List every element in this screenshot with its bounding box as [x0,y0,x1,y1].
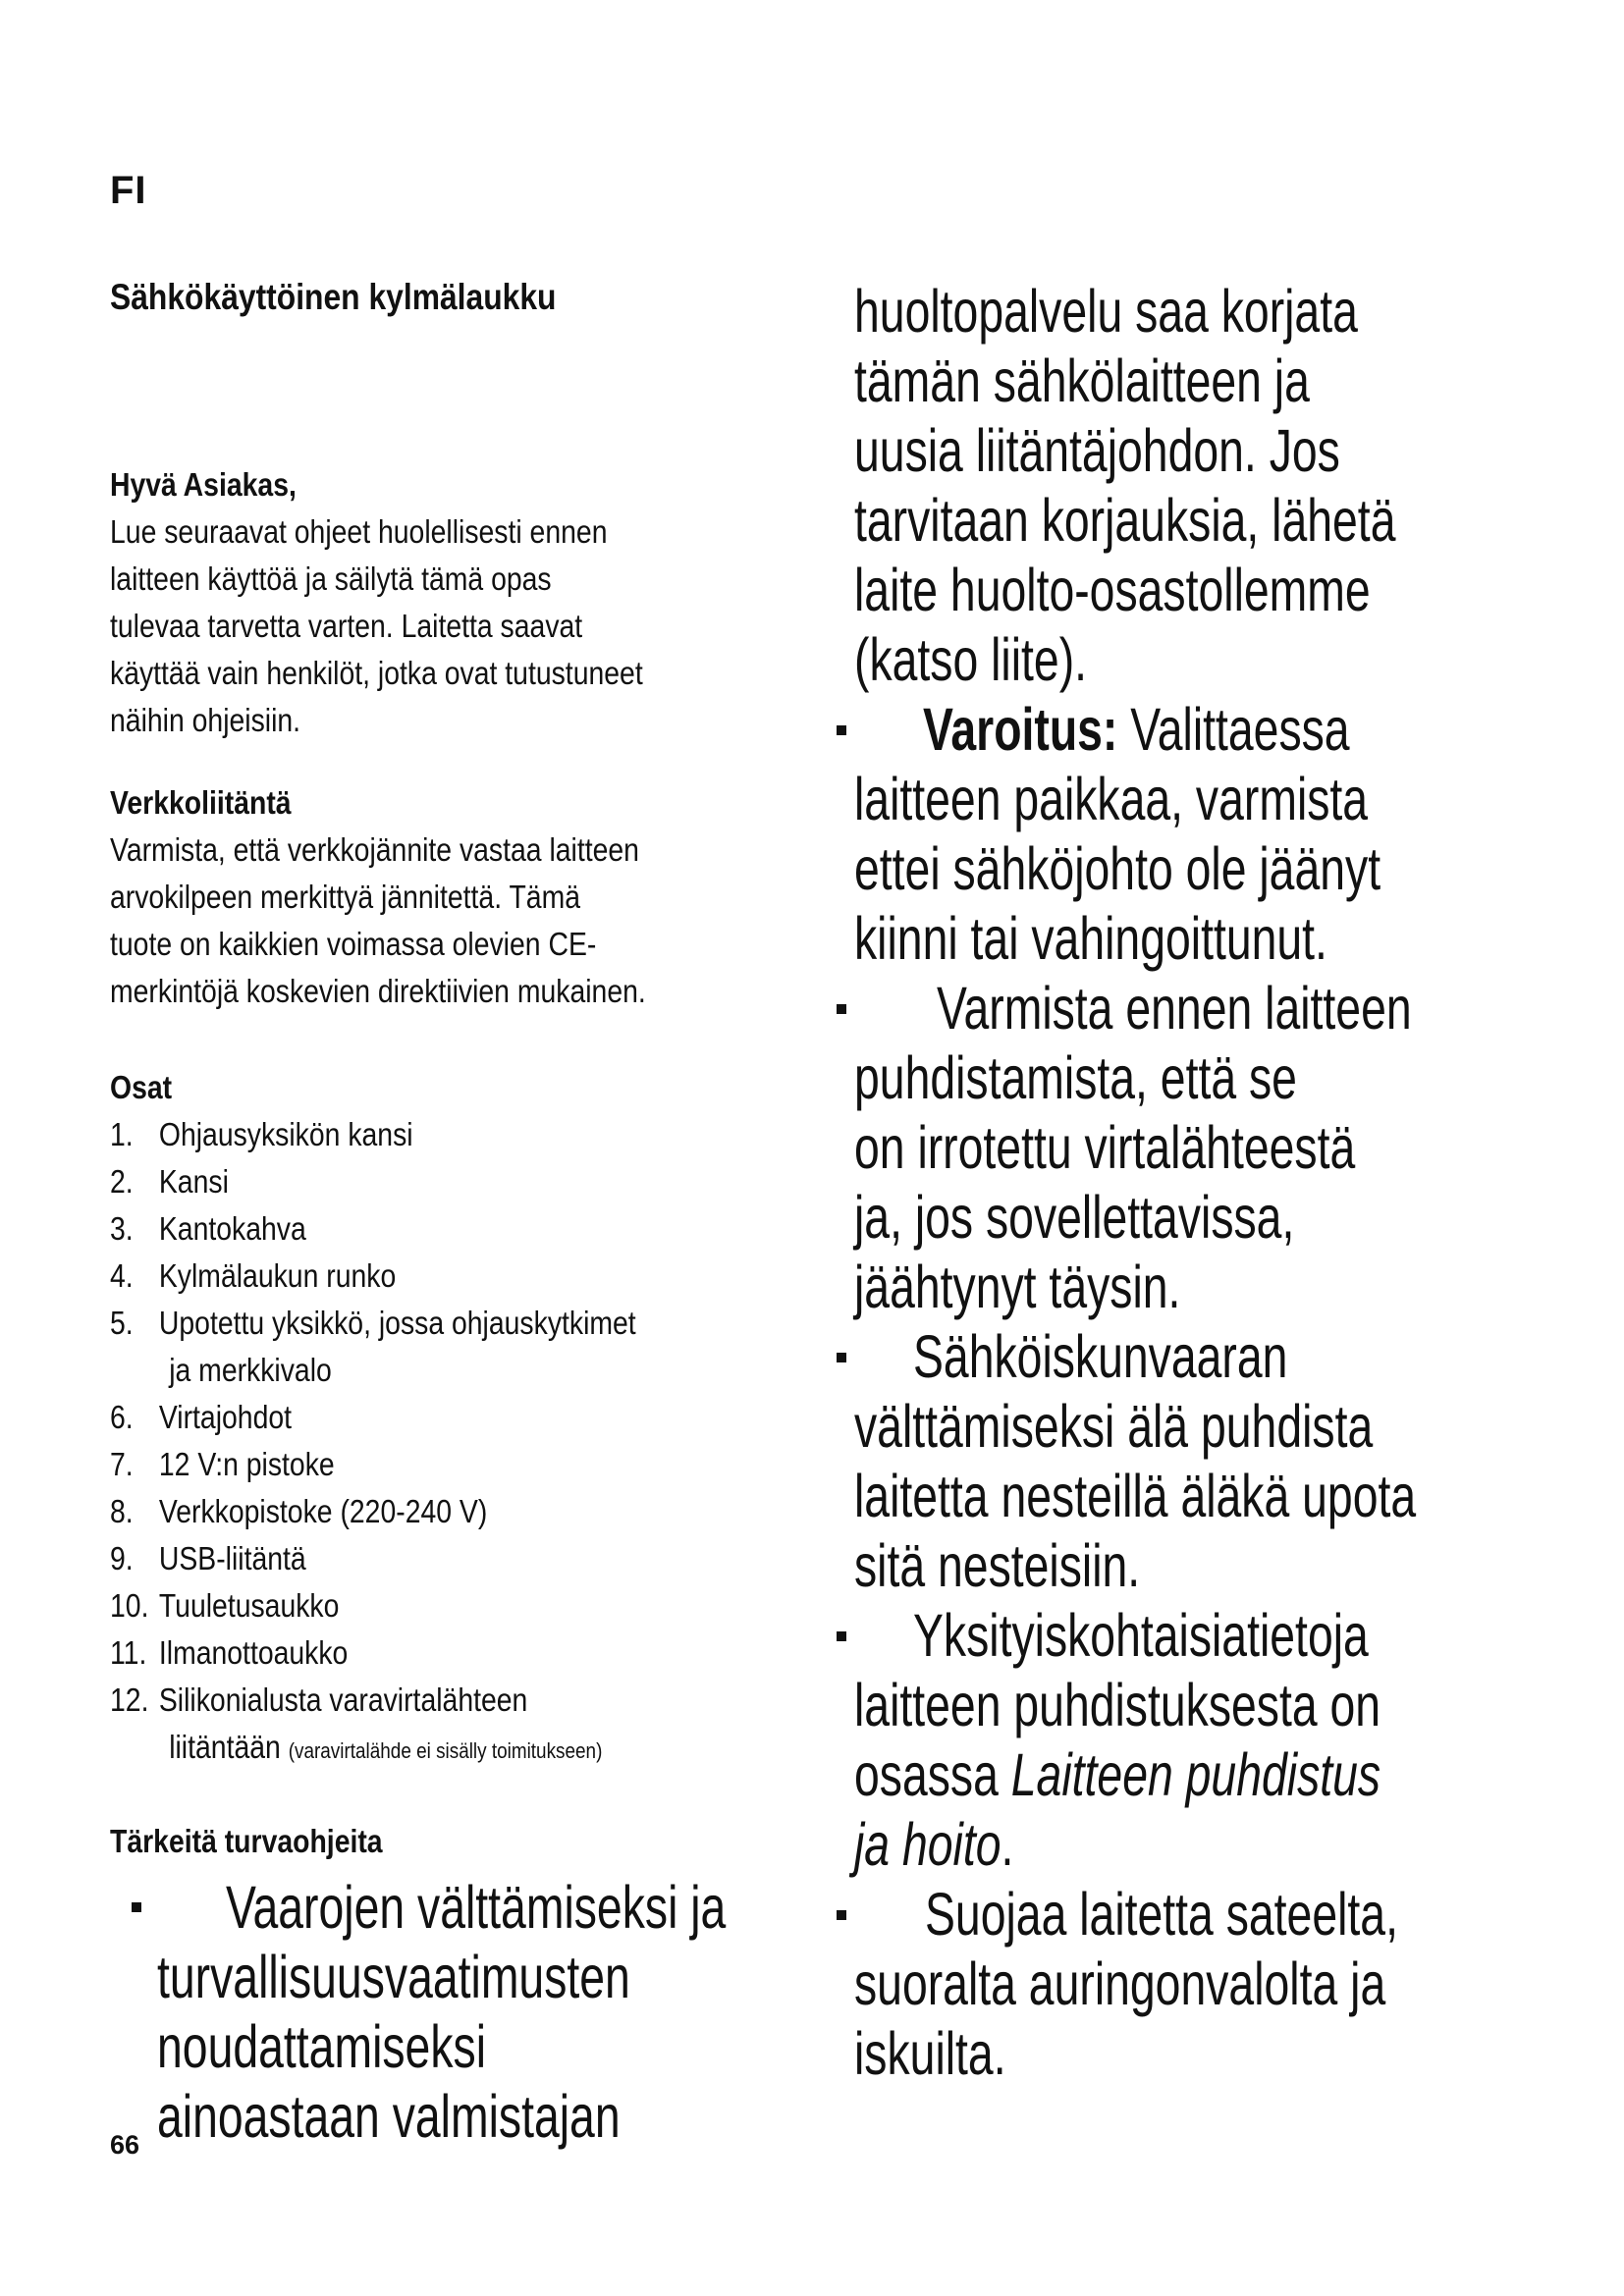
safety-heading: Tärkeitä turvaohjeita [110,1823,383,1859]
details-section-reference: Laitteen puhdistus [1010,1741,1381,1808]
parts-list-item [110,1677,701,1724]
details-section-reference: ja hoito [854,1811,1001,1878]
details-line [854,1810,1369,1880]
bullet-icon [837,725,846,735]
protect-first-line [854,1880,1532,1949]
intro-line: Lue seuraavat ohjeet huolellisesti ennen [110,513,608,550]
parts-list-item [110,1629,701,1677]
part-label: Virtajohdot [158,1399,293,1435]
warning-line [923,695,1385,765]
details-text: . [1001,1811,1014,1878]
details-bullet [854,1601,1532,1880]
part-number: 12. [110,1682,149,1718]
document-title: Sähkökäyttöinen kylmälaukku [110,277,557,317]
intro-section [110,461,797,744]
safety-line: noudattamiseksi [157,2013,487,2080]
page-number: 66 [110,2130,140,2160]
bullet-icon [837,1353,846,1362]
parts-section [110,1064,797,1775]
details-line [854,1740,1381,1810]
parts-list-item [110,1394,701,1441]
safety-continuation [854,277,1532,695]
intro-line: käyttää vain henkilöt, jotka ovat tutustuneet [110,655,643,691]
safety-line: tarvitaan korjauksia, lähetä [854,487,1396,554]
bullet-icon [132,1902,141,1912]
protect-line: Suojaa laitetta sateelta, [925,1881,1398,1948]
details-line: Yksityiskohtaisiatietoja [913,1602,1369,1669]
part-number: 1. [110,1116,134,1152]
part-note: (varavirtalähde ei sisälly toimitukseen) [288,1738,603,1763]
parts-list-item [110,1158,701,1205]
language-code: FI [110,169,147,212]
parts-list-item [110,1253,701,1300]
part-number: 3. [110,1210,134,1247]
safety-line: laite huolto-osastollemme [854,557,1371,623]
bullet-icon [837,1004,846,1014]
shock-line: Sähköiskunvaaran [913,1323,1288,1390]
safety-section [110,1818,797,2152]
parts-list-item [110,1205,701,1253]
details-line: laitteen puhdistuksesta on [854,1672,1381,1738]
part-label: Kylmälaukun runko [158,1257,397,1294]
parts-list-item [110,1111,701,1158]
part-number: 5. [110,1305,134,1341]
warning-label: Varoitus: [923,696,1118,763]
part-number: 7. [110,1446,134,1482]
part-label: Kantokahva [158,1210,306,1247]
part-number: 8. [110,1493,134,1529]
protect-line: suoralta auringonvalolta ja [854,1950,1386,2017]
shock-line: laitetta nesteillä äläkä upota [854,1463,1417,1529]
warning-bullet [854,695,1532,974]
parts-heading: Osat [110,1069,173,1105]
part-label: Ilmanottoaukko [158,1634,349,1671]
part-label: Upotettu yksikkö, jossa ohjauskytkimet [158,1305,636,1341]
shock-bullet [854,1322,1532,1601]
warning-line: ettei sähköjohto ole jäänyt [854,835,1381,902]
safety-bullet [110,1873,797,1943]
warning-line: laitteen paikkaa, varmista [854,766,1369,832]
shock-first-line [854,1322,1532,1392]
warning-text: Valittaessa [1130,696,1350,763]
part-number: 10. [110,1587,149,1624]
details-first-line [854,1601,1532,1671]
protect-bullet [854,1880,1532,2089]
cleaning-bullet [854,974,1532,1322]
cleaning-first-line [854,974,1532,1043]
part-label: Tuuletusaukko [158,1587,340,1624]
intro-line: tulevaa tarvetta varten. Laitetta saavat [110,608,583,644]
parts-list-item [110,1582,701,1629]
parts-list [110,1111,797,1775]
part-label: Kansi [158,1163,229,1200]
safety-line: uusia liitäntäjohdon. Jos [854,417,1340,484]
cleaning-line: puhdistamista, että se [854,1044,1297,1111]
warning-line: kiinni tai vahingoittunut. [854,905,1327,972]
part-number: 11. [110,1634,147,1671]
network-line: merkintöjä koskevien direktiivien mukainen. [110,973,646,1009]
part-label: Verkkopistoke (220-240 V) [158,1493,488,1529]
details-text: osassa [854,1741,999,1808]
warning-first-line [854,695,1532,765]
part-number: 9. [110,1540,134,1576]
cleaning-line: Varmista ennen laitteen [937,975,1412,1041]
safety-bullet-continuation [110,1943,797,2152]
parts-list-item [110,1300,701,1347]
part-label-continuation: liitäntään [169,1729,281,1765]
network-section [110,779,797,1015]
protect-line: iskuilta. [854,2020,1006,2087]
parts-list-item-continuation: ja merkkivalo [169,1352,332,1388]
part-label: Ohjausyksikön kansi [158,1116,413,1152]
intro-line: näihin ohjeisiin. [110,702,301,738]
safety-line: ainoastaan valmistajan [157,2083,621,2150]
safety-line: tämän sähkölaitteen ja [854,347,1310,414]
parts-list-item-continuation [110,1724,701,1775]
part-number: 6. [110,1399,134,1435]
cleaning-line: ja, jos sovellettavissa, [854,1184,1295,1251]
bullet-icon [837,1631,846,1641]
parts-list-item [110,1441,701,1488]
network-line: Varmista, että verkkojännite vastaa laitteen [110,831,639,868]
part-label: 12 V:n pistoke [158,1446,335,1482]
safety-line: Vaarojen välttämiseksi ja [226,1874,727,1941]
part-number: 2. [110,1163,134,1200]
parts-list-item [110,1535,701,1582]
part-number: 4. [110,1257,134,1294]
parts-list-item [110,1488,701,1535]
safety-line: huoltopalvelu saa korjata [854,278,1358,345]
cleaning-line: jäähtynyt täysin. [854,1254,1181,1320]
network-line: tuote on kaikkien voimassa olevien CE- [110,926,597,962]
network-line: arvokilpeen merkittyä jännitettä. Tämä [110,879,581,915]
shock-line: sitä nesteisiin. [854,1532,1141,1599]
intro-line: laitteen käyttöä ja säilytä tämä opas [110,561,552,597]
safety-line: turvallisuusvaatimusten [157,1944,630,2010]
bullet-icon [837,1910,846,1920]
part-label: Silikonialusta varavirtalähteen [158,1682,528,1718]
right-column [854,277,1532,2089]
greeting-heading: Hyvä Asiakas, [110,466,297,503]
cleaning-line: on irrotettu virtalähteestä [854,1114,1356,1181]
shock-line: välttämiseksi älä puhdista [854,1393,1374,1460]
part-label: USB-liitäntä [158,1540,306,1576]
network-heading: Verkkoliitäntä [110,784,292,821]
left-column [110,277,797,2152]
safety-line: (katso liite). [854,626,1088,693]
